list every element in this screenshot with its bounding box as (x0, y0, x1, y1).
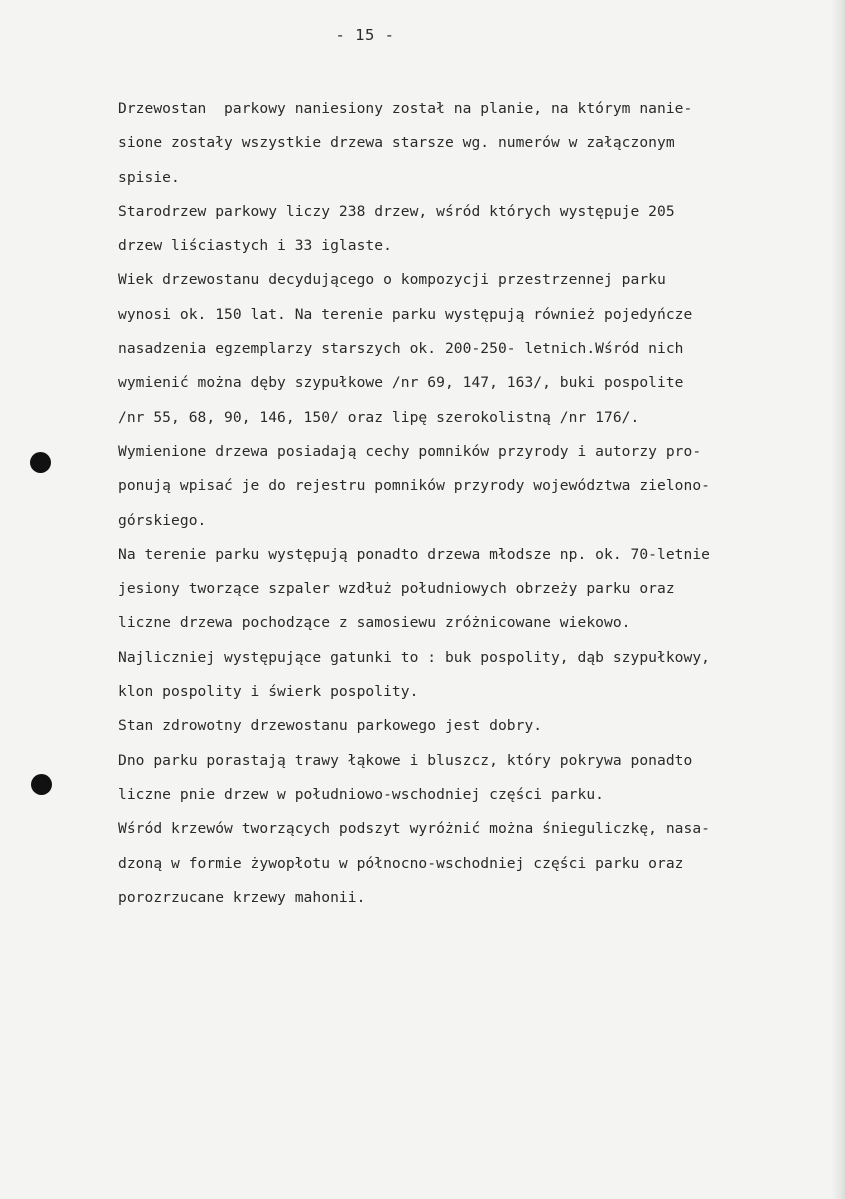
text-line: porozrzucane krzewy mahonii. (118, 888, 366, 906)
text-line: wymienić można dęby szypułkowe /nr 69, 147, 163/, buki pospolite (118, 374, 684, 392)
typed-text-block (118, 92, 830, 915)
text-line: /nr 55, 68, 90, 146, 150/ oraz lipę szerokolistną /nr 176/. (118, 408, 640, 426)
text-line: ponują wpisać je do rejestru pomników przyrody województwa zielono- (118, 477, 711, 495)
text-line: Stan zdrowotny drzewostanu parkowego jest dobry. (118, 717, 543, 735)
text-line: Starodrzew parkowy liczy 238 drzew, wśród których występuje 205 (118, 202, 675, 220)
text-line: nasadzenia egzemplarzy starszych ok. 200-250- letnich.Wśród nich (118, 340, 684, 358)
text-line: dzoną w formie żywopłotu w północno-wschodniej części parku oraz (118, 854, 684, 872)
text-line: liczne drzewa pochodzące z samosiewu zróżnicowane wiekowo. (118, 614, 631, 632)
text-line: górskiego. (118, 511, 207, 529)
text-line: Drzewostan parkowy naniesiony został na planie, na którym nanie- (118, 100, 693, 117)
text-line: Najliczniej występujące gatunki to : buk pospolity, dąb szypułkowy, (118, 648, 711, 666)
text-line: drzew liściastych i 33 iglaste. (118, 237, 392, 255)
text-line: liczne pnie drzew w południowo-wschodniej części parku. (118, 785, 604, 803)
page-edge-shadow (831, 0, 845, 1199)
text-line: Na terenie parku występują ponadto drzewa młodsze np. ok. 70-letnie (118, 545, 711, 563)
text-line: jesiony tworzące szpaler wzdłuż południowych obrzeży parku oraz (118, 580, 675, 598)
text-line: Wymienione drzewa posiadają cechy pomników przyrody i autorzy pro- (118, 442, 702, 460)
page-number: - 15 - (335, 26, 395, 44)
text-line: spisie. (118, 168, 180, 186)
punch-hole-icon (30, 452, 51, 473)
punch-hole-icon (31, 774, 52, 795)
text-line: sione zostały wszystkie drzewa starsze wg. numerów w załączonym (118, 134, 675, 152)
text-line: wynosi ok. 150 lat. Na terenie parku występują również pojedyńcze (118, 305, 693, 323)
text-line: Wiek drzewostanu decydującego o kompozycji przestrzennej parku (118, 271, 666, 289)
text-line: Wśród krzewów tworzących podszyt wyróżnić można śnieguliczkę, nasa- (118, 820, 711, 838)
text-line: Dno parku porastają trawy łąkowe i bluszcz, który pokrywa ponadto (118, 751, 693, 769)
text-line: klon pospolity i świerk pospolity. (118, 683, 419, 701)
